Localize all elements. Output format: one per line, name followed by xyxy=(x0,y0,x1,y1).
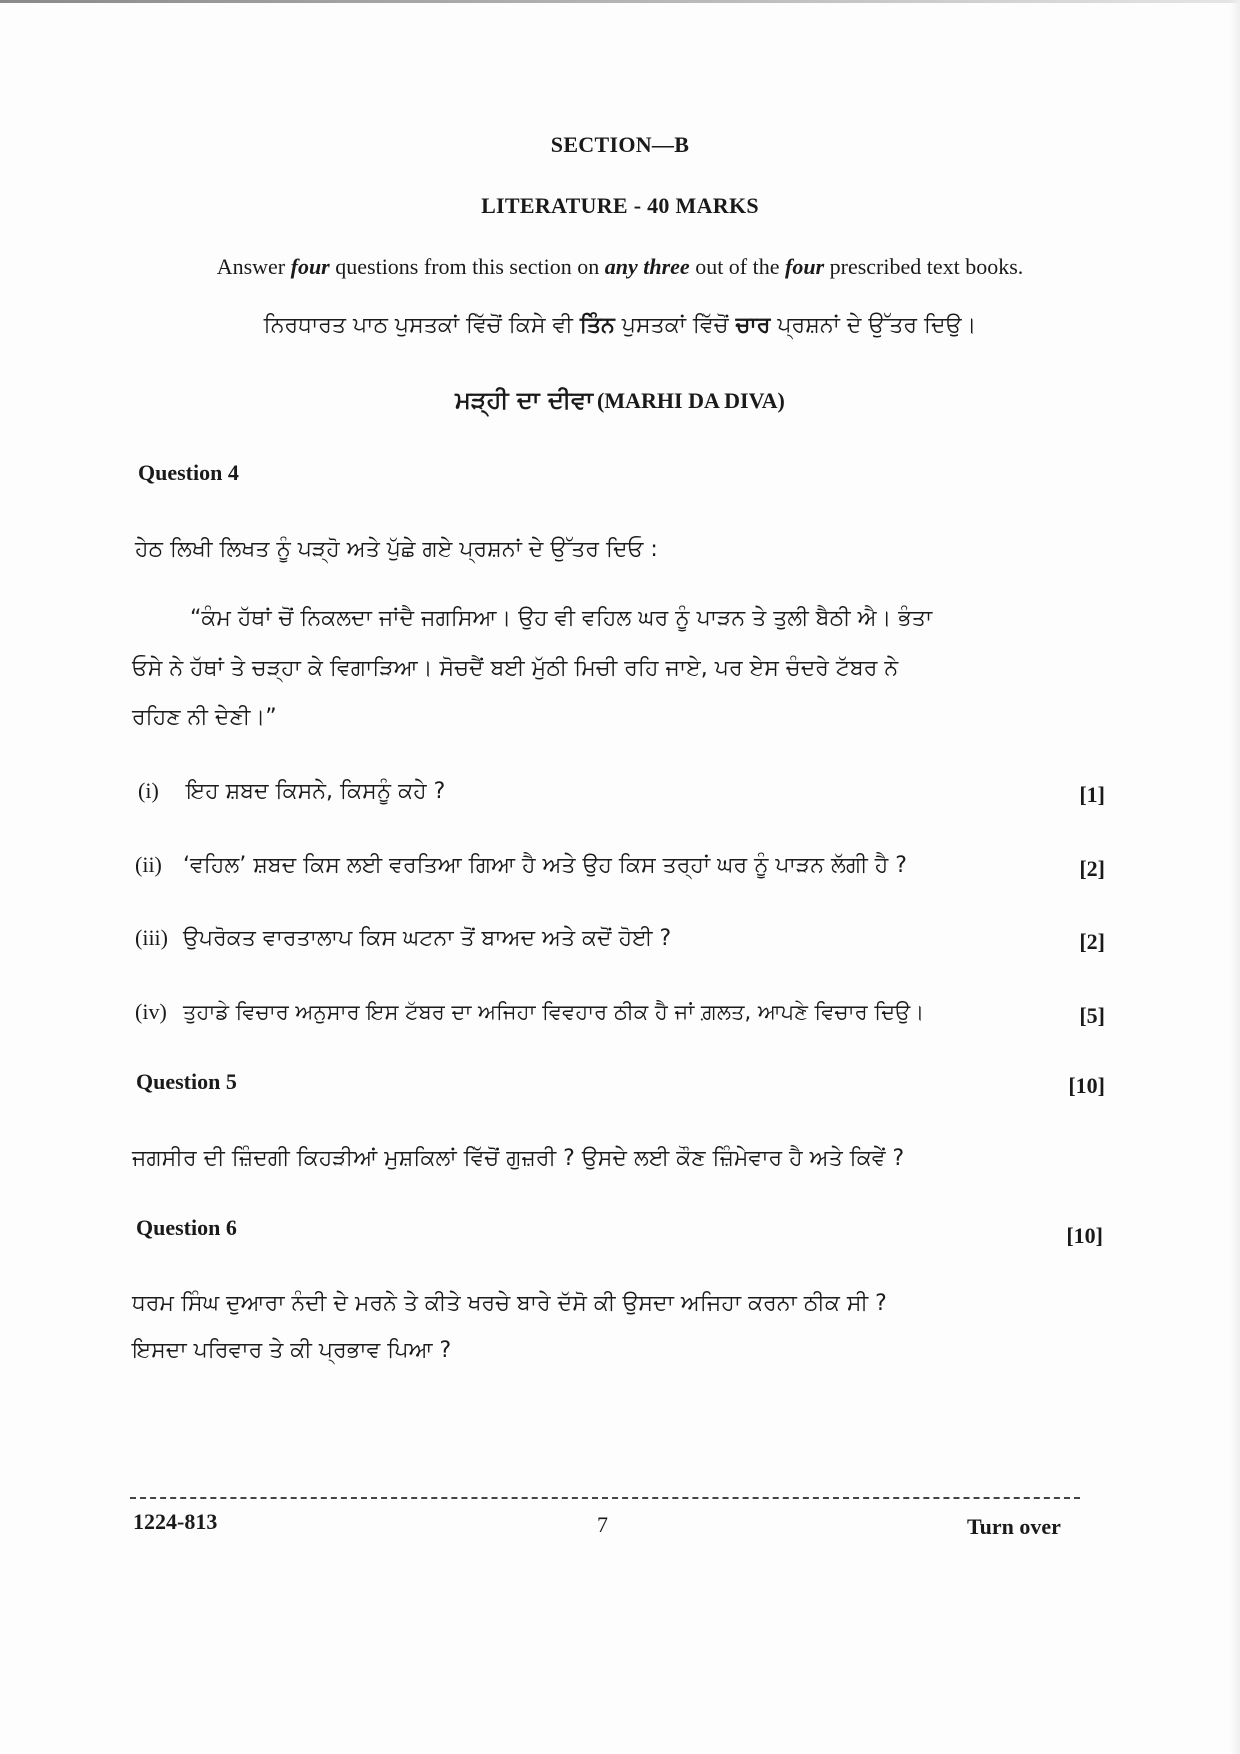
question-5-text: ਜਗਸੀਰ ਦੀ ਜ਼ਿੰਦਗੀ ਕਿਹੜੀਆਂ ਮੁਸ਼ਕਿਲਾਂ ਵਿੱਚੋਂ ਗੁਜ਼ਰੀ ? ਉਸਦੇ ਲਈ ਕੌਣ ਜ਼ਿੰਮੇਵਾਰ ਹੈ ਅਤੇ ਕਿਵੇਂ ? xyxy=(132,1146,905,1171)
scan-top-edge xyxy=(0,0,1240,3)
page-number: 7 xyxy=(597,1512,608,1537)
instr-pa-emphasis: ਚਾਰ xyxy=(735,313,771,338)
footer-divider xyxy=(130,1497,1080,1499)
question-4-prompt: ਹੇਠ ਲਿਖੀ ਲਿਖਤ ਨੂੰ ਪੜ੍ਹੋ ਅਤੇ ਪੁੱਛੇ ਗਏ ਪ੍ਰਸ਼ਨਾਂ ਦੇ ਉੱਤਰ ਦਿਓ : xyxy=(135,537,658,562)
turn-over-label: Turn over xyxy=(967,1514,1061,1539)
part-marks: [5] xyxy=(1079,1003,1105,1028)
part-number: (i) xyxy=(138,778,159,803)
question-4-heading: Question 4 xyxy=(138,460,239,485)
instruction-punjabi xyxy=(0,313,1240,338)
instr-pa-emphasis: ਤਿੰਨ xyxy=(579,313,615,338)
part-text: ਇਹ ਸ਼ਬਦ ਕਿਸਨੇ, ਕਿਸਨੂੰ ਕਹੇ ? xyxy=(186,779,446,804)
question-4-part xyxy=(135,851,907,880)
question-4-part xyxy=(135,998,924,1026)
quote-line: “ਕੰਮ ਹੱਥਾਂ ਚੋਂ ਨਿਕਲਦਾ ਜਾਂਦੈ ਜਗਸਿਆ। ਉਹ ਵੀ ਵਹਿਲ ਘਰ ਨੂੰ ਪਾੜਨ ਤੇ ਤੁਲੀ ਬੈਠੀ ਐ। ਭੰਤਾ xyxy=(190,606,933,631)
instr-en-emphasis: four xyxy=(785,254,825,279)
question-4-part xyxy=(135,924,671,953)
instr-pa-part: ਪ੍ਰਸ਼ਨਾਂ ਦੇ ਉੱਤਰ ਦਿਉ। xyxy=(770,313,977,338)
instr-en-part: questions from this section on xyxy=(329,254,605,279)
question-6-line: ਇਸਦਾ ਪਰਿਵਾਰ ਤੇ ਕੀ ਪ੍ਰਭਾਵ ਪਿਆ ? xyxy=(132,1338,452,1363)
question-6-line: ਧਰਮ ਸਿੰਘ ਦੁਆਰਾ ਨੰਦੀ ਦੇ ਮਰਨੇ ਤੇ ਕੀਤੇ ਖਰਚੇ ਬਾਰੇ ਦੱਸੋ ਕੀ ਉਸਦਾ ਅਜਿਹਾ ਕਰਨਾ ਠੀਕ ਸੀ ? xyxy=(132,1291,887,1316)
quote-line: ਰਹਿਣ ਨੀ ਦੇਣੀ।” xyxy=(132,705,277,730)
question-5-marks: [10] xyxy=(1068,1073,1105,1098)
instr-en-part: out of the xyxy=(689,254,786,279)
part-text: ‘ਵਹਿਲ’ ਸ਼ਬਦ ਕਿਸ ਲਈ ਵਰਤਿਆ ਗਿਆ ਹੈ ਅਤੇ ਉਹ ਕਿਸ ਤਰ੍ਹਾਂ ਘਰ ਨੂੰ ਪਾੜਨ ਲੱਗੀ ਹੈ ? xyxy=(183,853,907,878)
section-subtitle: LITERATURE - 40 MARKS xyxy=(481,193,759,218)
part-number: (ii) xyxy=(135,852,162,877)
section-title: SECTION—B xyxy=(550,132,690,157)
part-marks: [2] xyxy=(1079,929,1105,954)
book-title xyxy=(0,386,1240,414)
part-marks: [2] xyxy=(1079,856,1105,881)
part-number: (iv) xyxy=(135,999,167,1024)
book-title-punjabi: ਮੜ੍ਹੀ ਦਾ ਦੀਵਾ xyxy=(455,386,594,414)
instr-en-part: Answer xyxy=(216,254,291,279)
book-title-english: (MARHI DA DIVA) xyxy=(597,388,785,413)
instr-pa-part: ਪੁਸਤਕਾਂ ਵਿੱਚੋਂ xyxy=(614,313,736,338)
instr-en-part: prescribed text books. xyxy=(824,254,1024,279)
instruction-english xyxy=(0,254,1240,280)
quote-line: ਓਸੇ ਨੇ ਹੱਥਾਂ ਤੇ ਚੜ੍ਹਾ ਕੇ ਵਿਗਾੜਿਆ। ਸੋਚਦੈਂ ਬਈ ਮੁੱਠੀ ਮਿਚੀ ਰਹਿ ਜਾਏ, ਪਰ ਏਸ ਚੰਦਰੇ ਟੱਬਰ ਨੇ xyxy=(132,656,899,681)
question-5-heading: Question 5 xyxy=(136,1069,237,1094)
instr-pa-part: ਨਿਰਧਾਰਤ ਪਾਠ ਪੁਸਤਕਾਂ ਵਿੱਚੋਂ ਕਿਸੇ ਵੀ xyxy=(263,313,580,338)
question-6-marks: [10] xyxy=(1066,1223,1103,1248)
part-text: ਤੁਹਾਡੇ ਵਿਚਾਰ ਅਨੁਸਾਰ ਇਸ ਟੱਬਰ ਦਾ ਅਜਿਹਾ ਵਿਵਹਾਰ ਠੀਕ ਹੈ ਜਾਂ ਗ਼ਲਤ, ਆਪਣੇ ਵਿਚਾਰ ਦਿਉ। xyxy=(183,1000,925,1024)
question-4-part xyxy=(138,777,445,806)
part-number: (iii) xyxy=(135,925,168,950)
instr-en-emphasis: any three xyxy=(604,254,690,279)
part-marks: [1] xyxy=(1079,782,1105,807)
instr-en-emphasis: four xyxy=(290,254,330,279)
part-text: ਉਪਰੋਕਤ ਵਾਰਤਾਲਾਪ ਕਿਸ ਘਟਨਾ ਤੋਂ ਬਾਅਦ ਅਤੇ ਕਦੋਂ ਹੋਈ ? xyxy=(183,926,672,951)
paper-code: 1224-813 xyxy=(133,1509,218,1534)
question-6-heading: Question 6 xyxy=(136,1215,237,1240)
